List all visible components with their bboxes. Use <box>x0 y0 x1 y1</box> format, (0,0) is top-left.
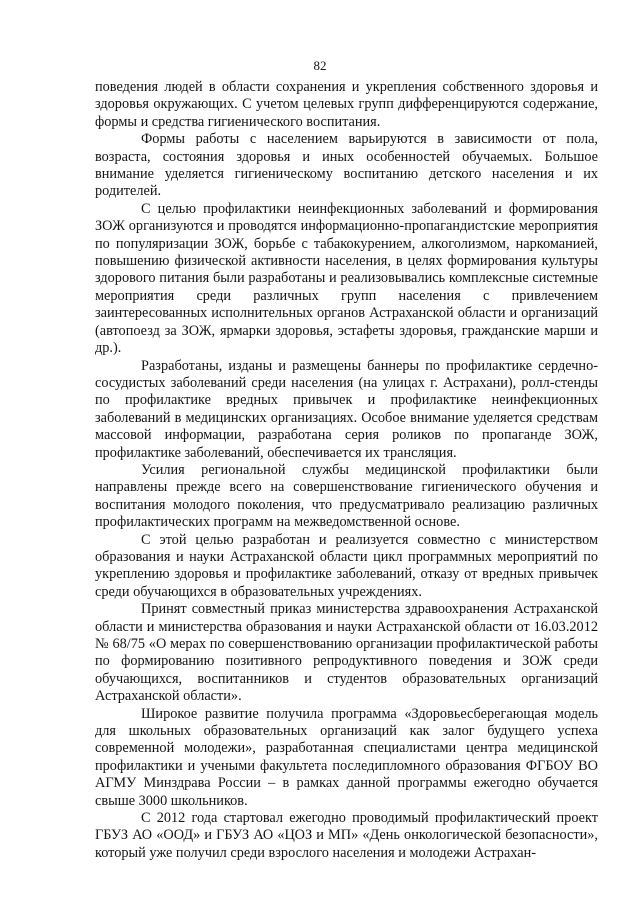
page-number: 82 <box>313 58 327 73</box>
paragraph-7: Принят совместный приказ министерства здравоохранения Астраханской области и министерства образования и науки Астраханской области от 16.03.2012 № 68/75 «О мерах по совершенствованию организации профилактической работы по формированию позитивного репродуктивного поведения и ЗОЖ среди обучающихся, воспитанников и студентов образовательных организаций Астраханской области». <box>95 601 598 705</box>
paragraph-1: поведения людей в области сохранения и укрепления собственного здоровья и здоровья окружающих. С учетом целевых групп дифференцируются содержание, формы и средства гигиенического воспитания. <box>95 79 598 130</box>
paragraph-8: Широкое развитие получила программа «Здоровьесберегающая модель для школьных образовательных организаций как залог будущего успеха современной молодежи», разработанная специалистами центра медицинской профилактики и учеными факультета последипломного образования ФГБОУ ВО АГМУ Минздрава России – в рамках данной программы ежегодно обучается свыше 3000 школьников. <box>95 705 598 809</box>
paragraph-6: С этой целью разработан и реализуется совместно с министерством образования и науки Астраханской области цикл программных мероприятий по укреплению здоровья и профилактике заболеваний, отказу от вредных привычек среди обучающихся в образовательных учреждениях. <box>95 531 598 600</box>
paragraph-9: С 2012 года стартовал ежегодно проводимый профилактический проект ГБУЗ АО «ООД» и ГБУЗ АО «ЦОЗ и МП» «День онкологической безопасности», который уже получил среди взрослого населения и молодежи Астрахан- <box>95 810 598 861</box>
paragraph-3: С целью профилактики неинфекционных заболеваний и формирования ЗОЖ организуются и проводятся информационно-пропагандистские мероприятия по популяризации ЗОЖ, борьбе с табакокурением, алкоголизмом, наркоманией, повышению физической активности населения, в целях формирования культуры здорового питания были разработаны и реализовывались комплексные системные мероприятия среди различных групп населения с привлечением заинтересованных исполнительных органов Астраханской области и организаций (автопоезд за ЗОЖ, ярмарки здоровья, эстафеты здоровья, гражданские марши и др.). <box>95 200 598 357</box>
paragraph-5: Усилия региональной службы медицинской профилактики были направлены прежде всего на совершенствование гигиенического обучения и воспитания молодого поколения, что предусматривало реализацию различных профилактических программ на межведомственной основе. <box>95 461 598 531</box>
page-body <box>95 79 598 862</box>
paragraph-4: Разработаны, изданы и размещены баннеры по профилактике сердечно-сосудистых заболеваний среди населения (на улицах г. Астрахани), ролл-стенды по профилактике вредных привычек и профилактике неинфекционных заболеваний в медицинских организациях. Особое внимание уделяется средствам массовой информации, разработана серия роликов по пропаганде ЗОЖ, профилактике заболеваний, обеспечивается их трансляция. <box>95 357 598 461</box>
paragraph-2: Формы работы с населением варьируются в зависимости от пола, возраста, состояния здоровья и иных особенностей обучаемых. Большое внимание уделяется гигиеническому воспитанию детского населения и их родителей. <box>95 131 598 200</box>
